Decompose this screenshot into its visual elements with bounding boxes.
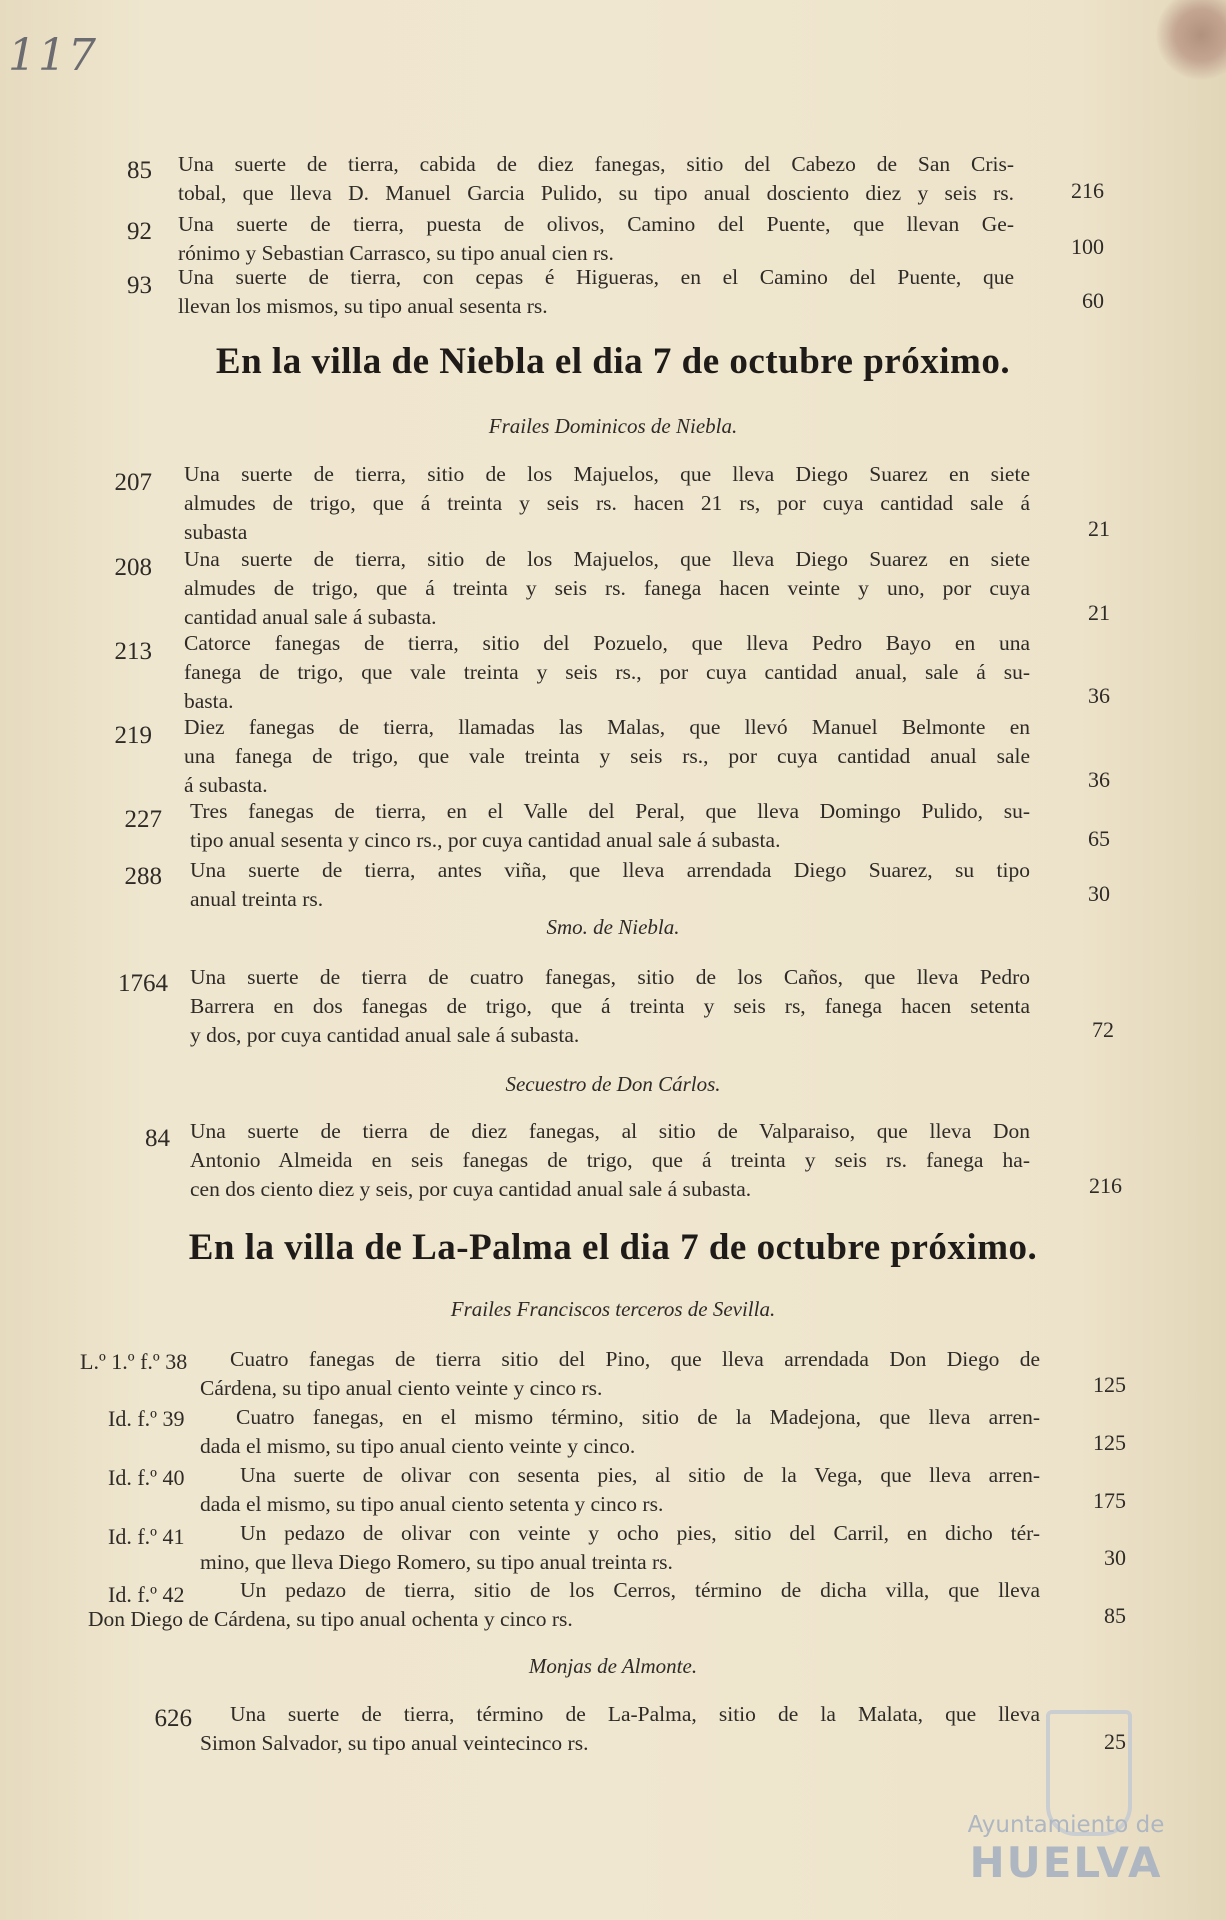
- subsection-title: Secuestro de Don Cárlos.: [505, 1072, 721, 1096]
- entry-text-line: Cuatro fanegas de tierra sitio del Pino, que lleva arrendada Don Diego de: [230, 1347, 1040, 1371]
- entry-number: 93: [127, 272, 152, 299]
- entry-text-line: y dos, por cuya cantidad anual sale á subasta.: [190, 1023, 580, 1047]
- subsection-title: Smo. de Niebla.: [546, 915, 680, 939]
- entry-text-line: basta.: [184, 689, 234, 713]
- entry-number: 207: [114, 469, 152, 496]
- entry-text-line: Una suerte de tierra, sitio de los Majuelos, que lleva Diego Suarez en siete: [184, 547, 1030, 571]
- entry-amount: 21: [1088, 516, 1110, 541]
- section-heading: En la villa de La-Palma el dia 7 de octubre próximo.: [188, 1227, 1038, 1268]
- entry-text-line: Tres fanegas de tierra, en el Valle del Peral, que lleva Domingo Pulido, su-: [190, 799, 1030, 823]
- paper-stain: [1156, 0, 1226, 80]
- entry-text-line: tobal, que lleva D. Manuel Garcia Pulido, su tipo anual dosciento diez y seis rs.: [178, 181, 1014, 205]
- entry-text-line: almudes de trigo, que á treinta y seis rs. hacen 21 rs, por cuya cantidad sale á: [184, 491, 1030, 515]
- entry-amount: 25: [1104, 1729, 1126, 1754]
- entry-number: 626: [154, 1705, 192, 1732]
- subsection-title: Frailes Franciscos terceros de Sevilla.: [450, 1297, 776, 1321]
- entry-amount: 125: [1093, 1372, 1126, 1397]
- entry-number: 208: [114, 554, 152, 581]
- entry-text-line: Cuatro fanegas, en el mismo término, sitio de la Madejona, que lleva arren-: [236, 1405, 1040, 1429]
- entry-amount: 100: [1071, 234, 1104, 259]
- entry-text-line: Don Diego de Cárdena, su tipo anual ochenta y cinco rs.: [88, 1607, 573, 1631]
- entry-amount: 30: [1088, 881, 1110, 906]
- handwritten-folio-number: 117: [8, 30, 98, 81]
- entry-amount: 175: [1093, 1488, 1126, 1513]
- entry-amount: 216: [1089, 1173, 1122, 1198]
- section-heading: En la villa de Niebla el dia 7 de octubre próximo.: [215, 341, 1011, 382]
- entry-number: 84: [145, 1125, 170, 1152]
- entry-folio: Id. f.º 39: [108, 1406, 185, 1431]
- watermark-line: Ayuntamiento de: [967, 1812, 1165, 1838]
- entry-text-line: Un pedazo de olivar con veinte y ocho pies, sitio del Carril, en dicho tér-: [240, 1521, 1040, 1545]
- entry-text-line: Una suerte de tierra, término de La-Palma, sitio de la Malata, que lleva: [230, 1702, 1040, 1726]
- entry-text-line: cen dos ciento diez y seis, por cuya cantidad anual sale á subasta.: [190, 1177, 752, 1201]
- entry-text-line: Un pedazo de tierra, sitio de los Cerros, término de dicha villa, que lleva: [240, 1578, 1040, 1602]
- entry-text-line: Una suerte de tierra de cuatro fanegas, sitio de los Caños, que lleva Pedro: [190, 965, 1030, 989]
- entry-text-line: llevan los mismos, su tipo anual sesenta rs.: [178, 294, 548, 318]
- entry-text-line: Barrera en dos fanegas de trigo, que á treinta y seis rs, fanega hacen setenta: [190, 994, 1030, 1018]
- entry-amount: 21: [1088, 600, 1110, 625]
- entry-text-line: fanega de trigo, que vale treinta y seis rs., por cuya cantidad anual, sale á su-: [184, 660, 1030, 684]
- entry-folio: Id. f.º 42: [108, 1582, 185, 1607]
- entry-folio: Id. f.º 41: [108, 1524, 185, 1549]
- entry-amount: 72: [1092, 1017, 1114, 1042]
- entry-text-line: Antonio Almeida en seis fanegas de trigo, que á treinta y seis rs. fanega ha-: [190, 1148, 1030, 1172]
- entry-amount: 85: [1104, 1603, 1126, 1628]
- entry-text-line: subasta: [184, 520, 248, 544]
- entry-text-line: almudes de trigo, que á treinta y seis rs. fanega hacen veinte y uno, por cuya: [184, 576, 1030, 600]
- entry-folio: Id. f.º 40: [108, 1465, 185, 1490]
- entry-amount: 60: [1082, 288, 1104, 313]
- entry-amount: 65: [1088, 826, 1110, 851]
- entry-text-line: dada el mismo, su tipo anual ciento veinte y cinco.: [200, 1434, 636, 1458]
- entry-text-line: Una suerte de tierra, antes viña, que lleva arrendada Diego Suarez, su tipo: [190, 858, 1030, 882]
- entry-number: 213: [114, 638, 152, 665]
- entry-text-line: Una suerte de olivar con sesenta pies, al sitio de la Vega, que lleva arren-: [240, 1463, 1040, 1487]
- entry-number: 1764: [118, 970, 168, 997]
- entry-text-line: dada el mismo, su tipo anual ciento setenta y cinco rs.: [200, 1492, 664, 1516]
- entry-text-line: Una suerte de tierra, sitio de los Majuelos, que lleva Diego Suarez en siete: [184, 462, 1030, 486]
- entry-text-line: Diez fanegas de tierra, llamadas las Malas, que llevó Manuel Belmonte en: [184, 715, 1030, 739]
- entry-text-line: Una suerte de tierra, con cepas é Higueras, en el Camino del Puente, que: [178, 265, 1014, 289]
- entry-number: 288: [124, 863, 162, 890]
- entry-text-line: Una suerte de tierra, puesta de olivos, Camino del Puente, que llevan Ge-: [178, 212, 1014, 236]
- entry-text-line: á subasta.: [184, 773, 268, 797]
- entry-text-line: mino, que lleva Diego Romero, su tipo anual treinta rs.: [200, 1550, 673, 1574]
- entry-amount: 36: [1088, 767, 1110, 792]
- entry-number: 85: [127, 157, 152, 184]
- entry-amount: 36: [1088, 683, 1110, 708]
- entry-text-line: anual treinta rs.: [190, 887, 324, 911]
- entry-text-line: Una suerte de tierra, cabida de diez fanegas, sitio del Cabezo de San Cris-: [178, 152, 1014, 176]
- entry-number: 219: [114, 722, 152, 749]
- subsection-title: Monjas de Almonte.: [528, 1654, 698, 1678]
- entry-text-line: rónimo y Sebastian Carrasco, su tipo anual cien rs.: [178, 241, 614, 265]
- entry-text-line: Catorce fanegas de tierra, sitio del Pozuelo, que lleva Pedro Bayo en una: [184, 631, 1030, 655]
- entry-amount: 125: [1093, 1430, 1126, 1455]
- subsection-title: Frailes Dominicos de Niebla.: [488, 414, 738, 438]
- watermark-line: HUELVA: [969, 1838, 1163, 1887]
- entry-text-line: tipo anual sesenta y cinco rs., por cuya cantidad anual sale á subasta.: [190, 828, 781, 852]
- entry-text-line: una fanega de trigo, que vale treinta y seis rs., por cuya cantidad anual sale: [184, 744, 1030, 768]
- entry-text-line: Cárdena, su tipo anual ciento veinte y cinco rs.: [200, 1376, 603, 1400]
- entry-text-line: cantidad anual sale á subasta.: [184, 605, 437, 629]
- entry-number: 92: [127, 218, 152, 245]
- entry-text-line: Una suerte de tierra de diez fanegas, al sitio de Valparaiso, que lleva Don: [190, 1119, 1030, 1143]
- entry-number: 227: [124, 806, 162, 833]
- entry-amount: 216: [1071, 178, 1104, 203]
- entry-amount: 30: [1104, 1545, 1126, 1570]
- entry-folio: L.º 1.º f.º 38: [80, 1349, 188, 1374]
- entry-text-line: Simon Salvador, su tipo anual veintecinco rs.: [200, 1731, 589, 1755]
